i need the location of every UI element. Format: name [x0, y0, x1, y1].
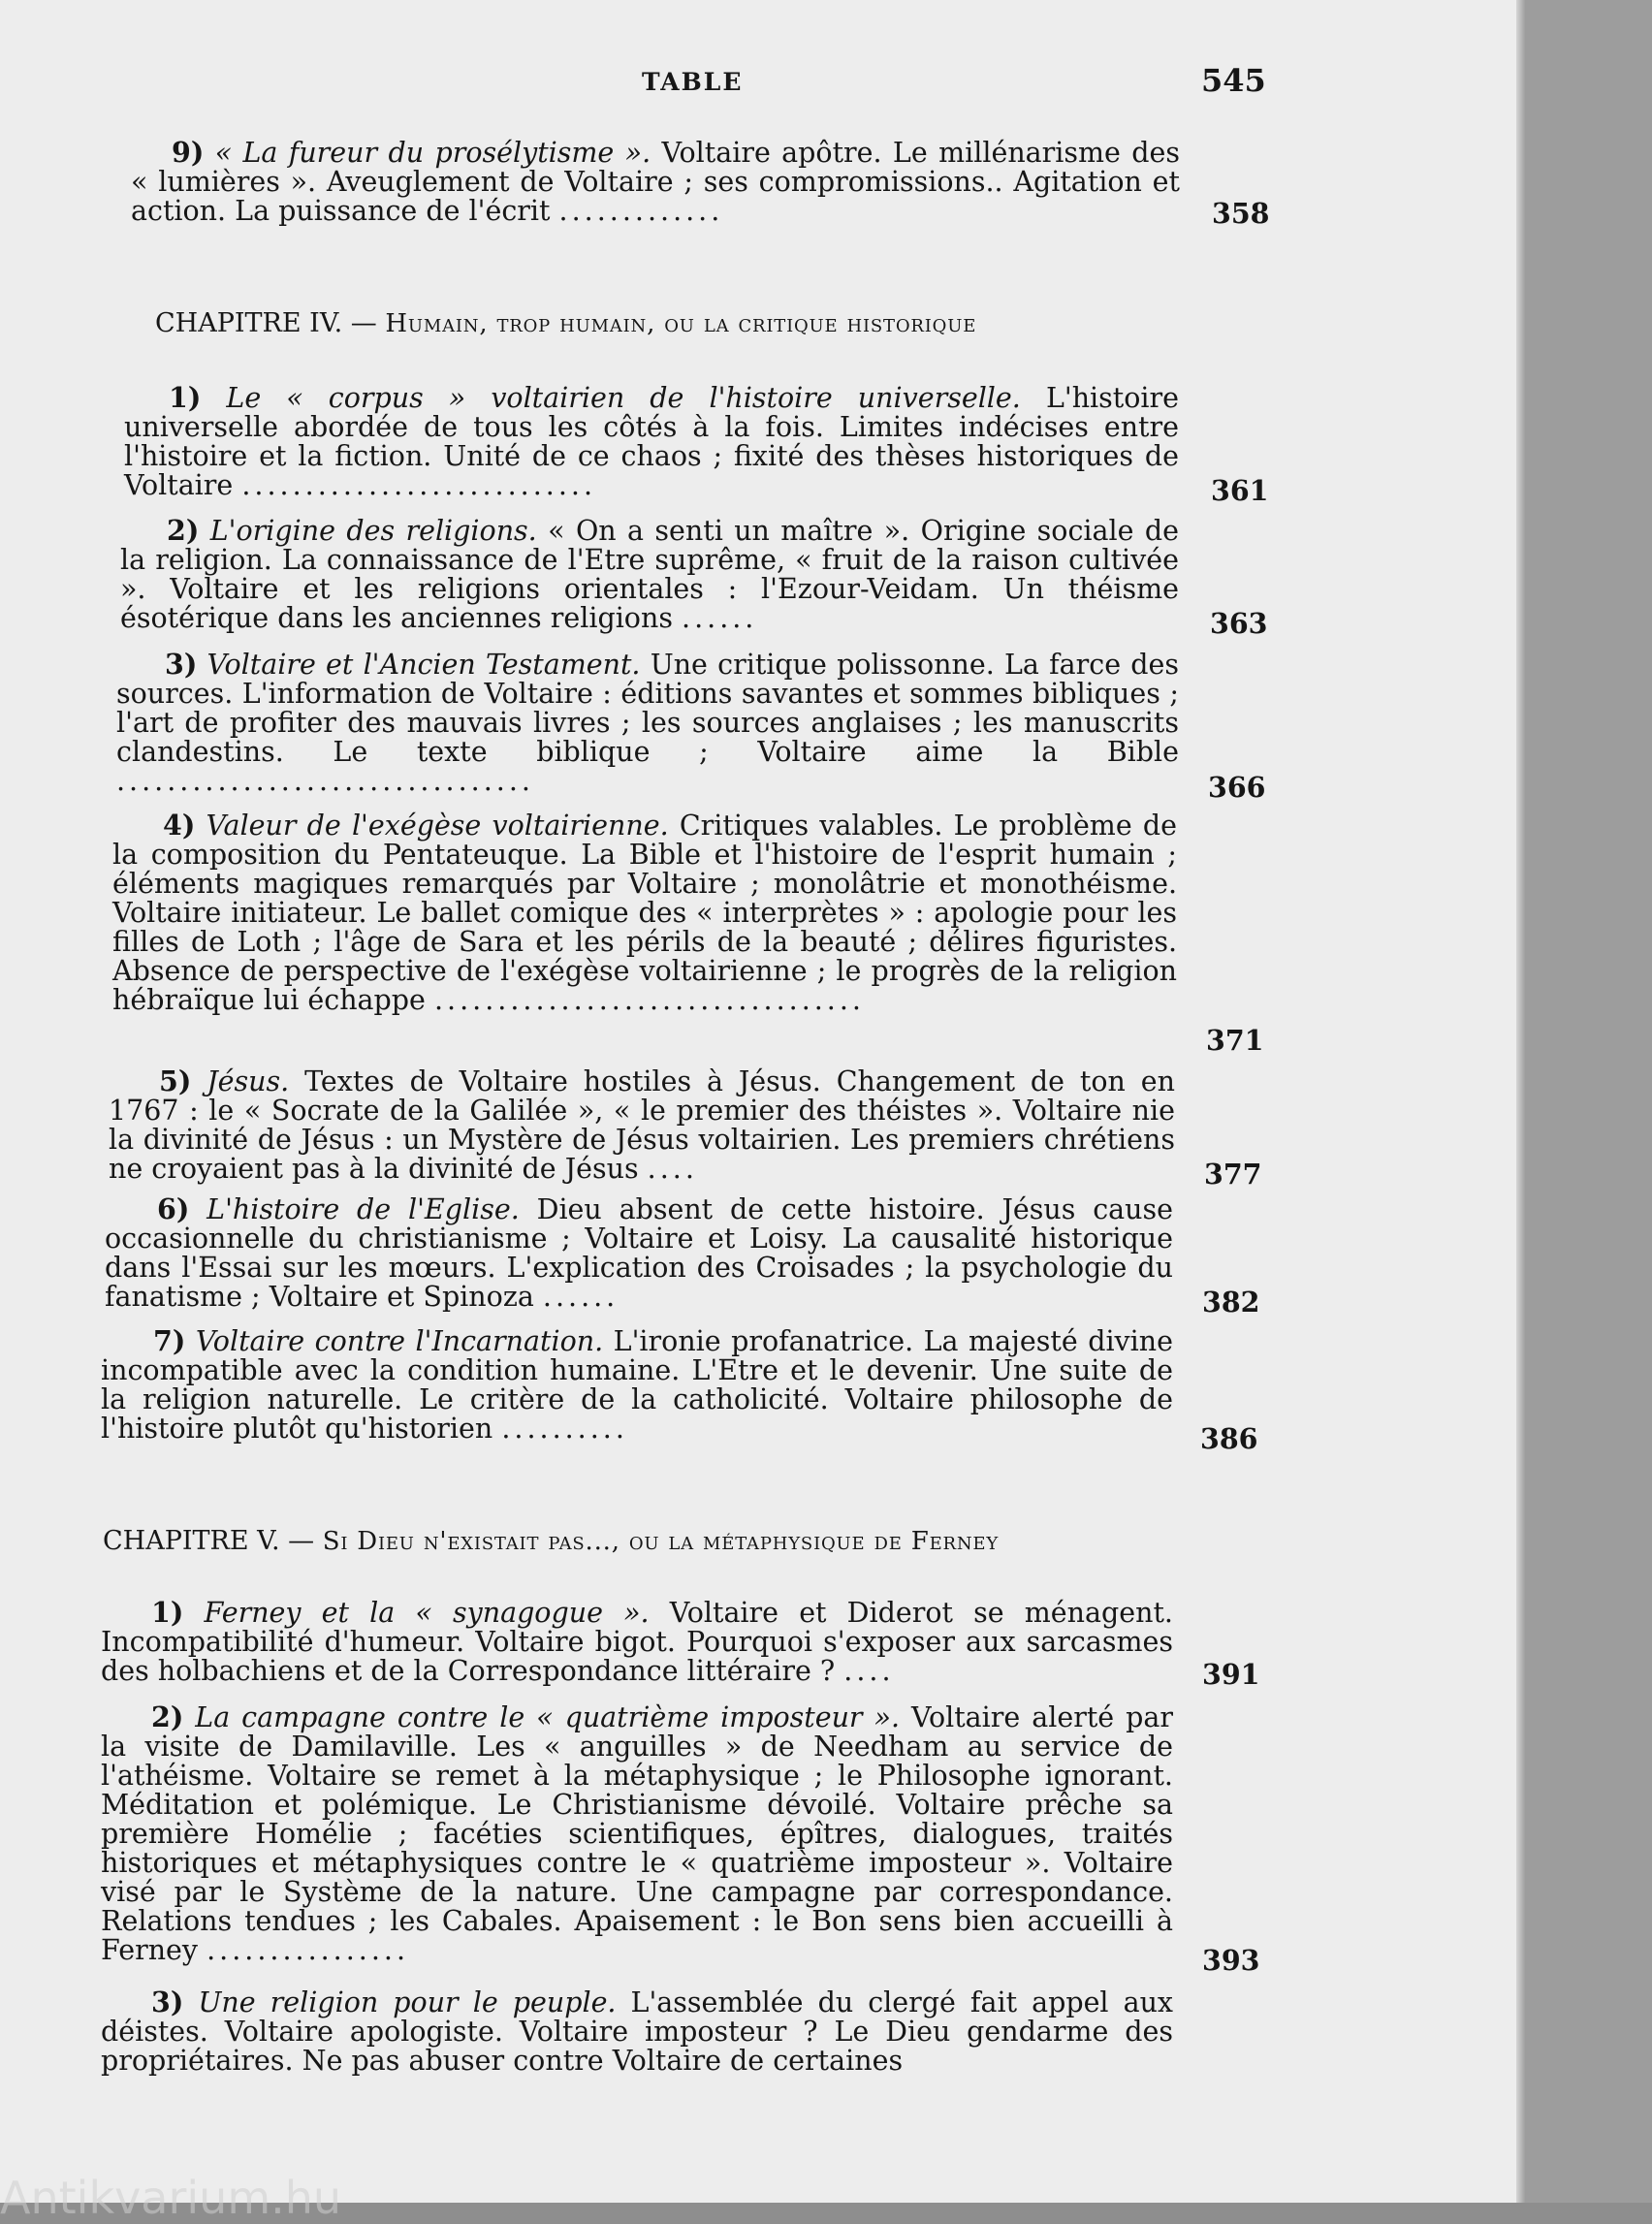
entry-number: 4): [163, 809, 196, 842]
toc-entry: [124, 383, 1179, 500]
entry-text: L'assemblée du clergé fait appel aux déistes. Voltaire apologiste. Voltaire imposteur ? Le Dieu gendarme des propriétaires. Ne pas abuser contre Voltaire de certaines: [101, 1986, 1174, 2077]
chapter-title: Humain, trop humain, ou la critique historique: [385, 309, 977, 338]
chapter-heading: [155, 308, 976, 338]
entry-italic-title: Ferney et la « synagogue ».: [204, 1597, 650, 1629]
dot-leader: ......: [542, 1281, 620, 1313]
toc-entry: [101, 1598, 1173, 1686]
entry-page-number: 366: [1208, 771, 1266, 804]
entry-page-number: 391: [1202, 1658, 1260, 1691]
entry-number: 3): [165, 648, 198, 681]
background-strip: [1526, 0, 1652, 2203]
entry-italic-title: L'histoire de l'Eglise.: [206, 1193, 520, 1225]
entry-number: 5): [159, 1064, 192, 1097]
entry-italic-title: Jésus.: [206, 1065, 290, 1097]
dot-leader: ......: [682, 602, 758, 634]
page-edge: [1516, 0, 1526, 2203]
entry-number: 6): [157, 1192, 190, 1225]
entry-text: L'histoire universelle abordée de tous les côtés à la fois. Limites indécises entre l'histoire et la fiction. Unité de ce chaos ; fixité des thèses historiques de Voltaire: [124, 382, 1180, 501]
entry-text: L'ironie profanatrice. La majesté divine incompatible avec la condition humaine. L'Etre et le devenir. Une suite de la religion naturelle. Le critère de la catholicité. Voltaire philosophe de l'histoire plutôt qu'historien: [101, 1325, 1173, 1445]
toc-entry: [101, 1326, 1173, 1444]
chapter-heading: [103, 1526, 999, 1556]
entry-text: « On a senti un maître ». Origine sociale de la religion. La connaissance de l'Etre suprême, « fruit de la raison cultivée ». Voltaire et les religions orientales : l'Ezour-Veidam. Un théisme ésotérique dans les anciennes religions: [120, 515, 1180, 634]
entry-italic-title: « La fureur du prosélytisme ».: [214, 137, 651, 169]
entry-page-number: 382: [1202, 1286, 1260, 1319]
entry-italic-title: Valeur de l'exégèse voltairienne.: [206, 810, 669, 842]
toc-entry: [112, 810, 1177, 1015]
entry-number: 2): [151, 1700, 184, 1733]
dot-leader: ............................: [241, 469, 597, 501]
entry-page-number: 393: [1202, 1944, 1260, 1977]
entry-number: 1): [169, 381, 202, 414]
dot-leader: ..................................: [433, 984, 865, 1016]
chapter-dash: —: [350, 308, 377, 338]
toc-entry: [131, 138, 1180, 226]
entry-page-number: 361: [1211, 474, 1269, 507]
entry-number: 7): [153, 1324, 186, 1357]
dot-leader: .............: [558, 195, 724, 227]
entry-page-number: 358: [1212, 197, 1270, 230]
header-title: TABLE: [642, 68, 744, 96]
entry-text: Dieu absent de cette histoire. Jésus cause occasionnelle du christianisme ; Voltaire et Loisy. La causalité historique dans l'Essai sur les mœurs. L'explication des Croisades ; la psychologie du fanatisme ; Voltaire et Spinoza: [105, 1193, 1174, 1313]
entry-italic-title: Le « corpus » voltairien de l'histoire universelle.: [226, 382, 1021, 414]
dot-leader: .................................: [116, 765, 534, 797]
dot-leader: ..........: [501, 1413, 628, 1445]
watermark: Antikvarium.hu: [0, 2172, 342, 2224]
toc-entry: [120, 516, 1179, 633]
entry-page-number: 371: [1206, 1024, 1264, 1057]
entry-text: Textes de Voltaire hostiles à Jésus. Changement de ton en 1767 : le « Socrate de la Galilée », « le premier des théistes ». Voltaire nie la divinité de Jésus : un Mystère de Jésus voltairien. Les premiers chrétiens ne croyaient pas à la divinité de Jésus: [109, 1065, 1175, 1185]
entry-page-number: 377: [1204, 1158, 1262, 1191]
entry-text: Voltaire apôtre. Le millénarisme des « lumières ». Aveuglement de Voltaire ; ses compromissions.. Agitation et action. La puissance de l'écrit: [131, 137, 1181, 227]
dot-leader: ....: [843, 1655, 895, 1687]
entry-text: Voltaire et Diderot se ménagent. Incompatibilité d'humeur. Voltaire bigot. Pourquoi s'exposer aux sarcasmes des holbachiens et de la Correspondance littéraire ?: [101, 1597, 1173, 1687]
entry-italic-title: Voltaire et l'Ancien Testament.: [206, 649, 641, 681]
chapter-label: CHAPITRE IV.: [155, 308, 343, 338]
entry-page-number: 386: [1200, 1422, 1258, 1455]
header-page-number: 545: [1201, 62, 1266, 99]
toc-entry: [101, 1987, 1173, 2076]
dot-leader: ................: [206, 1934, 410, 1966]
chapter-dash: —: [288, 1526, 315, 1556]
entry-page-number: 363: [1210, 607, 1268, 640]
entry-italic-title: L'origine des religions.: [209, 515, 537, 547]
entry-number: 3): [151, 1986, 184, 2018]
toc-entry: [101, 1702, 1173, 1965]
chapter-label: CHAPITRE V.: [103, 1526, 280, 1556]
running-header: [0, 54, 1520, 112]
entry-italic-title: La campagne contre le « quatrième imposteur ».: [195, 1701, 901, 1733]
entry-number: 9): [172, 136, 205, 169]
entry-italic-title: Une religion pour le peuple.: [198, 1986, 617, 2018]
entry-text: Voltaire alerté par la visite de Damilaville. Les « anguilles » de Needham au service de l'athéisme. Voltaire se remet à la métaphysique ; le Philosophe ignorant. Méditation et polémique. Le Christianisme dévoilé. Voltaire prêche sa première Homélie ; facéties scientifiques, épîtres, dialogues, traités historiques et métaphysiques contre le « quatrième imposteur ». Voltaire visé par le Système de la nature. Une campagne par correspondance. Relations tendues ; les Cabales. Apaisement : le Bon sens bien accueilli à Ferney: [101, 1701, 1173, 1966]
toc-entry: [109, 1066, 1175, 1184]
entry-text: Critiques valables. Le problème de la composition du Pentateuque. La Bible et l'histoire de l'esprit humain ; éléments magiques remarqués par Voltaire ; monolâtrie et monothéisme. Voltaire initiateur. Le ballet comique des « interprètes » : apologie pour les filles de Loth ; l'âge de Sara et les périls de la beauté ; délires figuristes. Absence de perspective de l'exégèse voltairienne ; le progrès de la religion hébraïque lui échappe: [112, 810, 1177, 1016]
chapter-title: Si Dieu n'existait pas..., ou la métaphysique de Ferney: [322, 1527, 1000, 1556]
toc-entry: [116, 650, 1179, 796]
entry-number: 1): [151, 1596, 184, 1629]
entry-italic-title: Voltaire contre l'Incarnation.: [195, 1325, 604, 1357]
toc-entry: [105, 1194, 1173, 1312]
dot-leader: ....: [647, 1153, 698, 1185]
entry-number: 2): [167, 514, 200, 547]
entry-text: Une critique polissonne. La farce des sources. L'information de Voltaire : éditions savantes et sommes bibliques ; l'art de profiter des mauvais livres ; les sources anglaises ; les manuscrits clandestins. Le texte biblique ; Voltaire aime la Bible: [116, 649, 1180, 768]
